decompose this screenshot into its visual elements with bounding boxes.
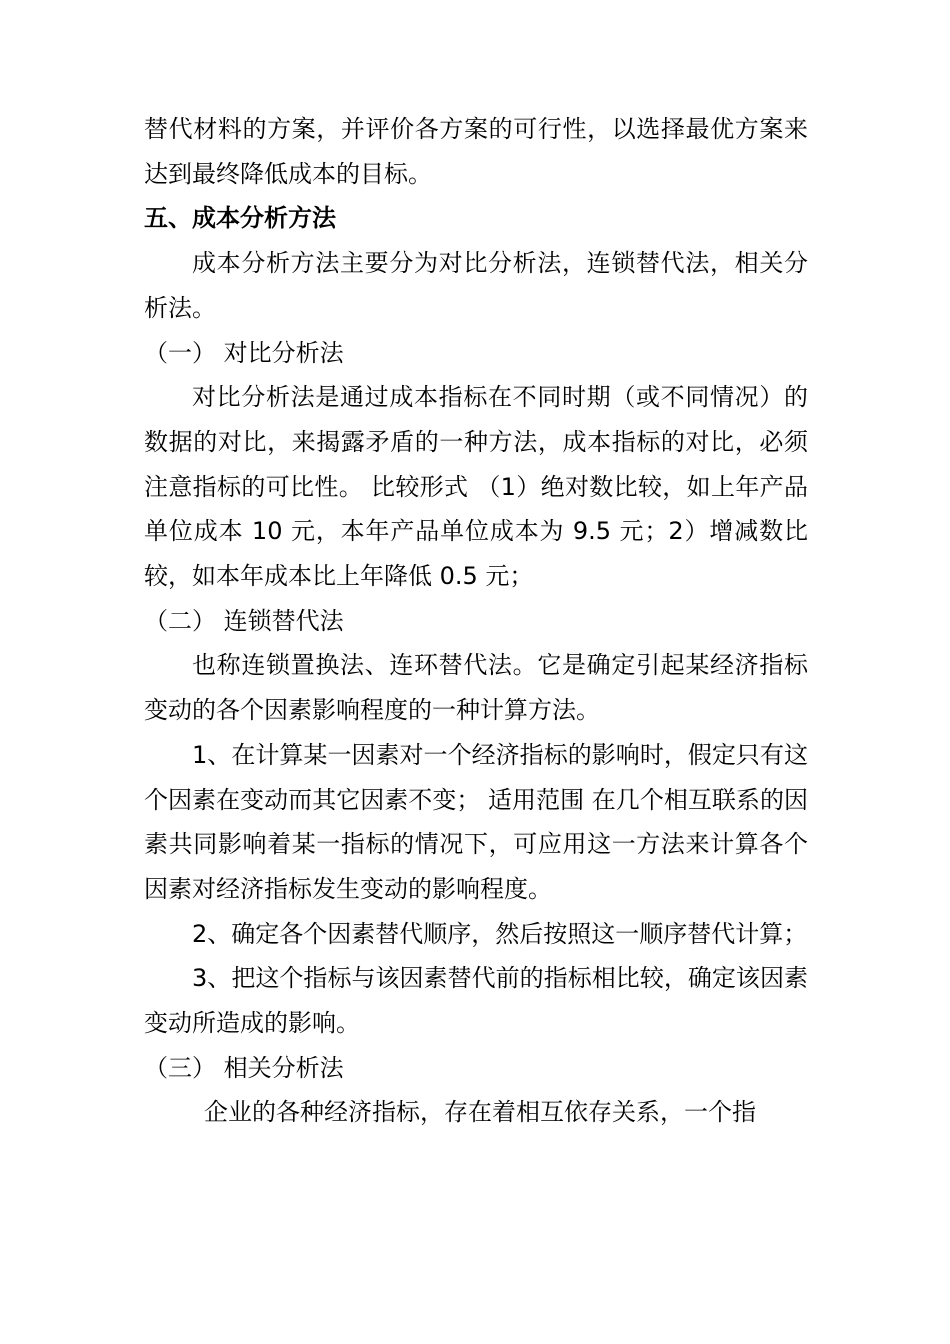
paragraph-comparison-analysis: 对比分析法是通过成本指标在不同时期（或不同情况）的数据的对比，来揭露矛盾的一种方法，成本指标的对比，必须注意指标的可比性。 比较形式 （1）绝对数比较，如上年产品单位成本 10 元，本年产品单位成本为 9.5 元；2）增减数比较，如本年成本比上年降低 0.5 元；: [144, 383, 808, 591]
paragraph-step-1: 1、在计算某一因素对一个经济指标的影响时，假定只有这个因素在变动而其它因素不变； 适用范围 在几个相互联系的因素共同影响着某一指标的情况下，可应用这一方法来计算各个因素对经济指标发生变动的影响程度。: [144, 740, 808, 903]
paragraph-correlation-analysis: 企业的各种经济指标，存在着相互依存关系，一个指: [204, 1098, 756, 1127]
paragraph-step-3: 3、把这个指标与该因素替代前的指标相比较，确定该因素变动所造成的影响。: [144, 964, 808, 1038]
paragraph-continued: 替代材料的方案，并评价各方案的可行性，以选择最优方案来达到最终降低成本的目标。: [144, 115, 808, 188]
subheading-comparison-analysis: （一） 对比分析法: [144, 338, 344, 367]
paragraph-chain-substitution: 也称连锁置换法、连环替代法。它是确定引起某经济指标变动的各个因素影响程度的一种计算方法。: [144, 651, 808, 725]
subheading-chain-substitution: （二） 连锁替代法: [144, 606, 344, 635]
section-heading-cost-analysis-methods: 五、成本分析方法: [144, 204, 336, 233]
document-body: [144, 107, 808, 1135]
paragraph-step-2: 2、确定各个因素替代顺序，然后按照这一顺序替代计算；: [192, 919, 808, 948]
subheading-correlation-analysis: （三） 相关分析法: [144, 1053, 344, 1082]
paragraph-methods-overview: 成本分析方法主要分为对比分析法，连锁替代法，相关分析法。: [144, 249, 808, 322]
